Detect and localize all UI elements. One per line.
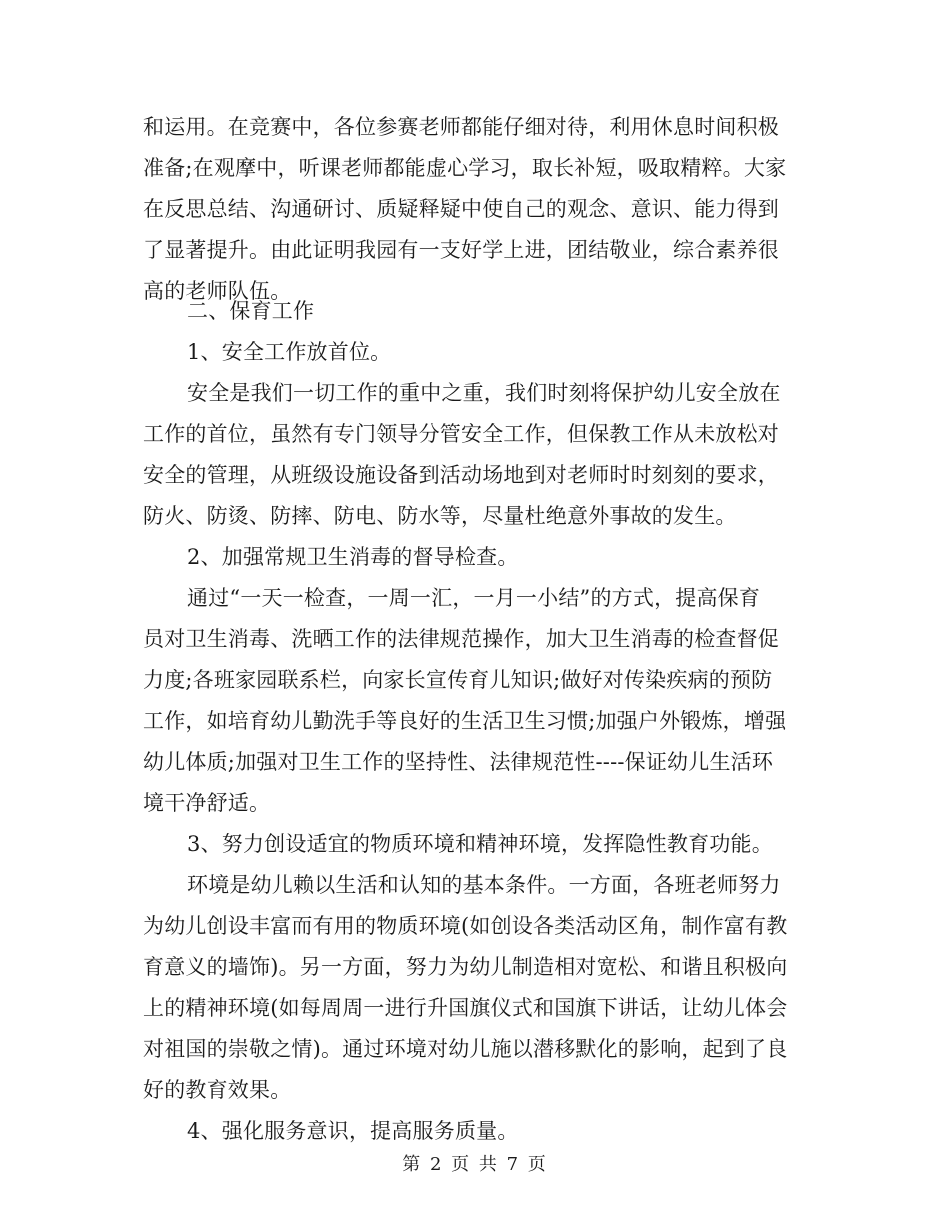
text-line: 工作，如培育幼儿勤洗手等良好的生活卫生习惯;加强户外锻炼，增强 [143, 709, 787, 733]
paragraph-first-line: 安全是我们一切工作的重中之重，我们时刻将保护幼儿安全放在 [187, 381, 781, 405]
paragraph-first-line: 环境是幼儿赖以生活和认知的基本条件。一方面，各班老师努力 [187, 873, 781, 897]
text-line: 准备;在观摩中，听课老师都能虚心学习，取长补短，吸取精粹。大家 [143, 156, 787, 180]
text-line: 和运用。在竞赛中，各位参赛老师都能仔细对待，利用休息时间积极 [143, 115, 779, 139]
text-line: 上的精神环境(如每周周一进行升国旗仪式和国旗下讲话，让幼儿体会 [143, 996, 788, 1020]
page-number-footer: 第 2 页 共 7 页 [402, 1154, 548, 1175]
text-line: 力度;各班家园联系栏，向家长宣传育儿知识;做好对传染疾病的预防 [143, 668, 773, 692]
text-line: 工作的首位，虽然有专门领导分管安全工作，但保教工作从未放松对 [143, 422, 779, 446]
text-line: 育意义的墙饰)。另一方面，努力为幼儿制造相对宽松、和谐且积极向 [143, 955, 788, 979]
text-line: 防火、防烫、防摔、防电、防水等，尽量杜绝意外事故的发生。 [143, 504, 737, 528]
text-line: 了显著提升。由此证明我园有一支好学上进，团结敬业，综合素养很 [143, 238, 779, 262]
subsection-heading: 1、安全工作放首位。 [187, 340, 392, 364]
subsection-heading: 2、加强常规卫生消毒的督导检查。 [187, 545, 519, 569]
subsection-heading: 4、强化服务意识，提高服务质量。 [187, 1119, 519, 1143]
section-heading: 二、保育工作 [187, 299, 315, 323]
text-line: 在反思总结、沟通研讨、质疑释疑中使自己的观念、意识、能力得到 [143, 197, 779, 221]
text-line: 好的教育效果。 [143, 1078, 292, 1102]
text-line: 对祖国的崇敬之情)。通过环境对幼儿施以潜移默化的影响，起到了良 [143, 1037, 788, 1061]
text-line: 员对卫生消毒、洗晒工作的法律规范操作，加大卫生消毒的检查督促 [143, 627, 779, 651]
paragraph-first-line: 通过“一天一检查，一周一汇，一月一小结”的方式，提高保育 [187, 586, 761, 610]
subsection-heading: 3、努力创设适宜的物质环境和精神环境，发挥隐性教育功能。 [187, 832, 773, 856]
text-line: 高的老师队伍。 [143, 279, 292, 303]
text-line: 境干净舒适。 [143, 791, 271, 815]
text-line: 安全的管理，从班级设施设备到活动场地到对老师时时刻刻的要求， [143, 463, 779, 487]
text-line: 为幼儿创设丰富而有用的物质环境(如创设各类活动区角，制作富有教 [143, 914, 788, 938]
text-line: 幼儿体质;加强对卫生工作的坚持性、法律规范性----保证幼儿生活环 [143, 750, 774, 774]
